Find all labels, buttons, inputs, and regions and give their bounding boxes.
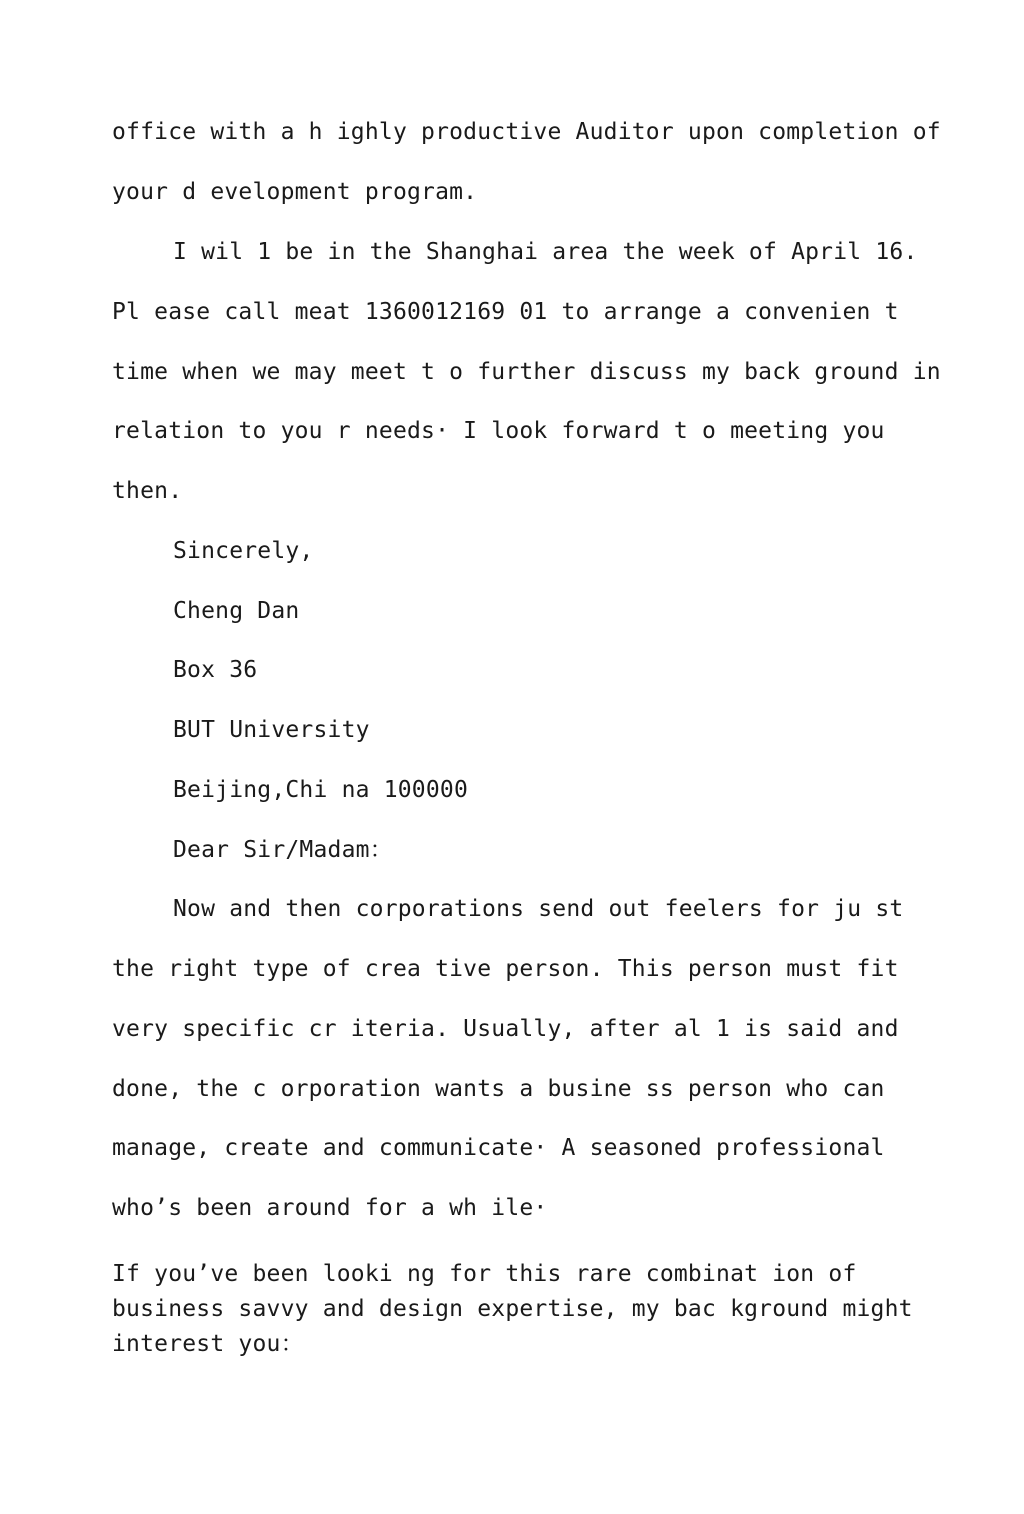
paragraph-1-line-2: your d evelopment program.: [112, 179, 478, 205]
paragraph-3-line-5: manage, create and communicate· A seasoned professional: [112, 1135, 885, 1161]
paragraph-3-line-6: who’s been around for a wh ile·: [112, 1195, 548, 1221]
signature-name: Cheng Dan: [173, 598, 300, 624]
paragraph-4-line-1: If you’ve been looki ng for this rare combinat ion of: [112, 1261, 857, 1287]
paragraph-2-line-2: Pl ease call meat 1360012169 01 to arrange a convenien t: [112, 299, 899, 325]
signature-box: Box 36: [173, 657, 258, 683]
paragraph-4-line-3: interest you：: [112, 1331, 304, 1357]
paragraph-3-line-3: very specific cr iteria. Usually, after al 1 is said and: [112, 1016, 899, 1042]
paragraph-2-line-5: then.: [112, 478, 183, 504]
signature-university: BUT University: [173, 717, 370, 743]
paragraph-3-line-1: Now and then corporations send out feelers for ju st: [173, 896, 904, 922]
paragraph-3-line-2: the right type of crea tive person. This person must fit: [112, 956, 899, 982]
signature-city: Beijing,Chi na 100000: [173, 777, 468, 803]
paragraph-4-line-2: business savvy and design expertise, my bac kground might: [112, 1296, 913, 1322]
paragraph-2-line-3: time when we may meet t o further discuss my back ground in: [112, 359, 941, 385]
paragraph-2-line-1: I wil 1 be in the Shanghai area the week of April 16.: [173, 239, 918, 265]
salutation: Dear Sir/Madam：: [173, 837, 393, 863]
paragraph-3-line-4: done, the c orporation wants a busine ss person who can: [112, 1076, 885, 1102]
paragraph-2-line-4: relation to you r needs· I look forward t o meeting you: [112, 418, 885, 444]
closing: Sincerely,: [173, 538, 314, 564]
paragraph-1-line-1: office with a h ighly productive Auditor upon completion of: [112, 119, 941, 145]
